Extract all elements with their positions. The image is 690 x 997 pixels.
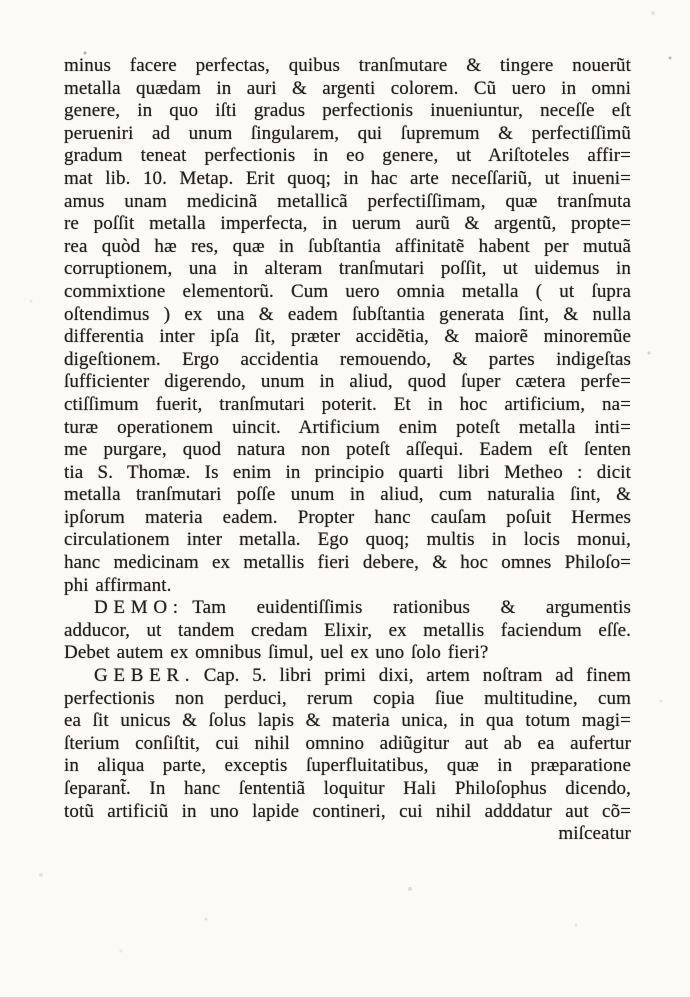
line-text: minus facere perfectas, quibus tranſmutare & tingere nouerũt	[64, 55, 631, 76]
line-text: circulationem inter metalla. Ego quoq; multis in locis monui,	[64, 529, 631, 551]
line-text: oſtendimus ) ex una & eadem ſubſtantia generata ſint, & nulla	[64, 303, 631, 325]
line-text: hanc medicinam ex metallis fieri debere, & hoc omnes Philoſo=	[64, 552, 631, 574]
text-line	[64, 55, 631, 78]
line-text: miſceatur	[558, 823, 631, 845]
text-line	[64, 665, 631, 688]
line-text: perfectionis non perduci, rerum copia ſiue multitudine, cum	[64, 687, 631, 709]
line-text: metalla tranſmutari poſſe unum in aliud, cum naturalia ſint, &	[64, 484, 631, 506]
text-line	[64, 575, 631, 598]
text-line	[64, 439, 631, 462]
text-line	[64, 304, 631, 327]
line-text: ſterium conſiſtit, cui nihil omnino adiũgitur aut ab ea aufertur	[64, 732, 631, 754]
catchword	[64, 823, 631, 846]
text-line	[64, 371, 631, 394]
line-text: perueniri ad unum ſingularem, qui ſupremum & perfectiſſimũ	[64, 122, 631, 144]
line-text: turæ operationem uincit. Artificium enim poteſt metalla inti=	[64, 416, 631, 438]
line-text: amus unam medicinã metallicã perfectiſſimam, quæ tranſmuta	[64, 190, 631, 212]
line-text: corruptionem, una in alteram tranſmutari poſſit, ut uidemus in	[64, 258, 631, 280]
text-line	[64, 778, 631, 801]
text-line	[64, 191, 631, 214]
line-text: metalla quædam in auri & argenti colorem. Cũ uero in omni	[64, 77, 631, 99]
text-block	[64, 55, 631, 846]
speaker-label: GEBER.	[94, 665, 196, 687]
line-text: totũ artificiũ in uno lapide contineri, cui nihil adddatur aut cõ=	[64, 800, 631, 822]
line-text: rea quòd hæ res, quæ in ſubſtantia affinitatẽ habent per mutuã	[64, 235, 631, 257]
line-text: ſufficienter digerendo, unum in aliud, quod ſuper cætera perfe=	[64, 371, 631, 393]
text-line	[64, 710, 631, 733]
line-text: in aliqua parte, exceptis ſuperfluitatibus, quæ in præparatione	[64, 755, 631, 777]
text-line	[64, 78, 631, 101]
text-line	[64, 123, 631, 146]
text-line	[64, 326, 631, 349]
text-line	[64, 394, 631, 417]
line-text: phi affirmant.	[64, 574, 172, 596]
line-text: Cap. 5. libri primi dixi, artem noſtram ad finem	[203, 665, 631, 687]
text-line	[64, 507, 631, 530]
line-text: me purgare, quod natura non poteſt aſſequi. Eadem eſt ſenten	[64, 439, 631, 461]
line-text: digeſtionem. Ergo accidentia remouendo, & partes indigeſtas	[64, 348, 631, 370]
line-text: gradum teneat perfectionis in eo genere, ut Ariſtoteles affir=	[64, 145, 631, 167]
line-text: ea ſit unicus & ſolus lapis & materia unica, in qua totum magi=	[64, 710, 631, 732]
text-line	[64, 484, 631, 507]
text-line	[64, 100, 631, 123]
text-line	[64, 801, 631, 824]
text-line	[64, 349, 631, 372]
line-text: Tam euidentiſſimis rationibus & argumentis	[192, 597, 631, 619]
text-line	[64, 417, 631, 440]
line-text: commixtione elementorũ. Cum uero omnia metalla ( ut ſupra	[64, 280, 631, 302]
line-text: adducor, ut tandem credam Elixir, ex metallis faciendum eſſe.	[64, 619, 631, 641]
text-line	[64, 462, 631, 485]
text-line	[64, 258, 631, 281]
line-text: Debet autem ex omnibus ſimul, uel ex uno ſolo fieri?	[64, 642, 489, 664]
text-line	[64, 755, 631, 778]
text-line	[64, 620, 631, 643]
text-line	[64, 236, 631, 259]
line-text: tia S. Thomæ. Is enim in principio quarti libri Metheo : dicit	[64, 461, 631, 483]
line-text: mat lib. 10. Metap. Erit quoq; in hac arte neceſſariũ, ut inueni=	[64, 167, 631, 189]
line-text: re poſſit metalla imperfecta, in uerum aurũ & argentũ, propte=	[64, 213, 631, 235]
text-line	[64, 642, 631, 665]
text-line	[64, 688, 631, 711]
line-text: ctiſſimum fuerit, tranſmutari poterit. Et in hoc artificium, na=	[64, 393, 631, 415]
text-line	[64, 733, 631, 756]
scan-noise	[0, 0, 2, 2]
text-line	[64, 168, 631, 191]
text-line	[64, 552, 631, 575]
speaker-label: DEMO:	[94, 597, 184, 619]
text-line	[64, 281, 631, 304]
line-text: differentia inter ipſa ſit, præter accidẽtia, & maiorẽ minoremũe	[64, 326, 631, 348]
text-line	[64, 597, 631, 620]
text-line	[64, 145, 631, 168]
line-text: ſeparant̃. In hanc ſententiã loquitur Hali Philoſophus dicendo,	[64, 778, 631, 799]
text-line	[64, 529, 631, 552]
line-text: genere, in quo iſti gradus perfectionis inueniuntur, neceſſe eſt	[64, 100, 631, 122]
line-text: ipſorum materia eadem. Propter hanc cauſam poſuit Hermes	[64, 506, 631, 528]
text-line	[64, 213, 631, 236]
